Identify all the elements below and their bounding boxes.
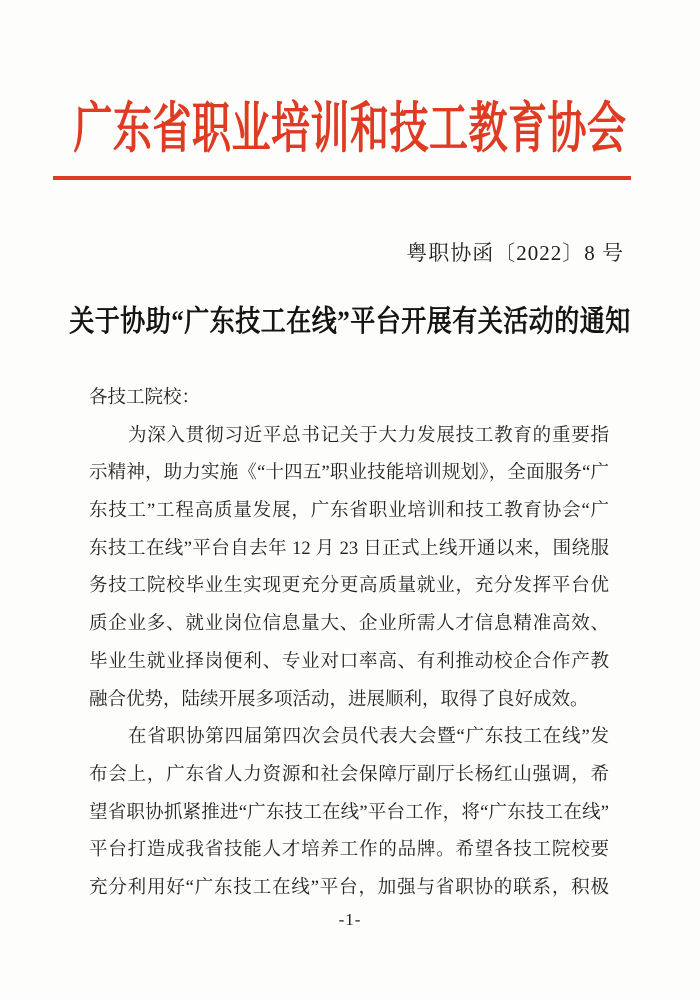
salutation: 各技工院校： (89, 388, 201, 408)
body-line: 务技工院校毕业生实现更充分更高质量就业，充分发挥平台优 (89, 576, 609, 597)
doc-number: 粤职协函〔2022〕8 号 (406, 241, 624, 265)
letterhead (0, 100, 700, 160)
document-body (89, 380, 609, 908)
body-line: 毕业生就业择岗便利、专业对口率高、有利推动校企合作产教 (89, 651, 609, 672)
org-name: 广东省职业培训和技工教育协会 (73, 98, 627, 160)
body-line: 示精神，助力实施《“十四五”职业技能培训规划》，全面服务“广 (89, 463, 609, 484)
red-divider (53, 176, 631, 180)
body-line: 东技工”工程高质量发展，广东省职业培训和技工教育协会“广 (89, 501, 609, 522)
body-line: 东技工在线”平台自去年 12 月 23 日正式上线开通以来，围绕服 (89, 538, 609, 559)
body-line: 质企业多、就业岗位信息量大、企业所需人才信息精准高效、 (89, 614, 609, 635)
body-line: 为深入贯彻习近平总书记关于大力发展技工教育的重要指 (128, 425, 609, 446)
body-line: 融合优势，陆续开展多项活动，进展顺利，取得了良好成效。 (89, 689, 589, 710)
body-line: 平台打造成我省技能人才培养工作的品牌。希望各技工院校要 (89, 840, 609, 861)
body-line: 在省职协第四届第四次会员代表大会暨“广东技工在线”发 (128, 727, 609, 748)
body-line: 充分利用好“广东技工在线”平台，加强与省职协的联系，积极 (89, 877, 609, 898)
page-number: -1- (338, 910, 362, 929)
body-line: 望省职协抓紧推进“广东技工在线”平台工作，将“广东技工在线” (89, 802, 609, 823)
document-title: 关于协助“广东技工在线”平台开展有关活动的通知 (69, 306, 631, 338)
title-row (0, 301, 700, 337)
body-line: 布会上，广东省人力资源和社会保障厅副厅长杨红山强调，希 (89, 764, 609, 785)
